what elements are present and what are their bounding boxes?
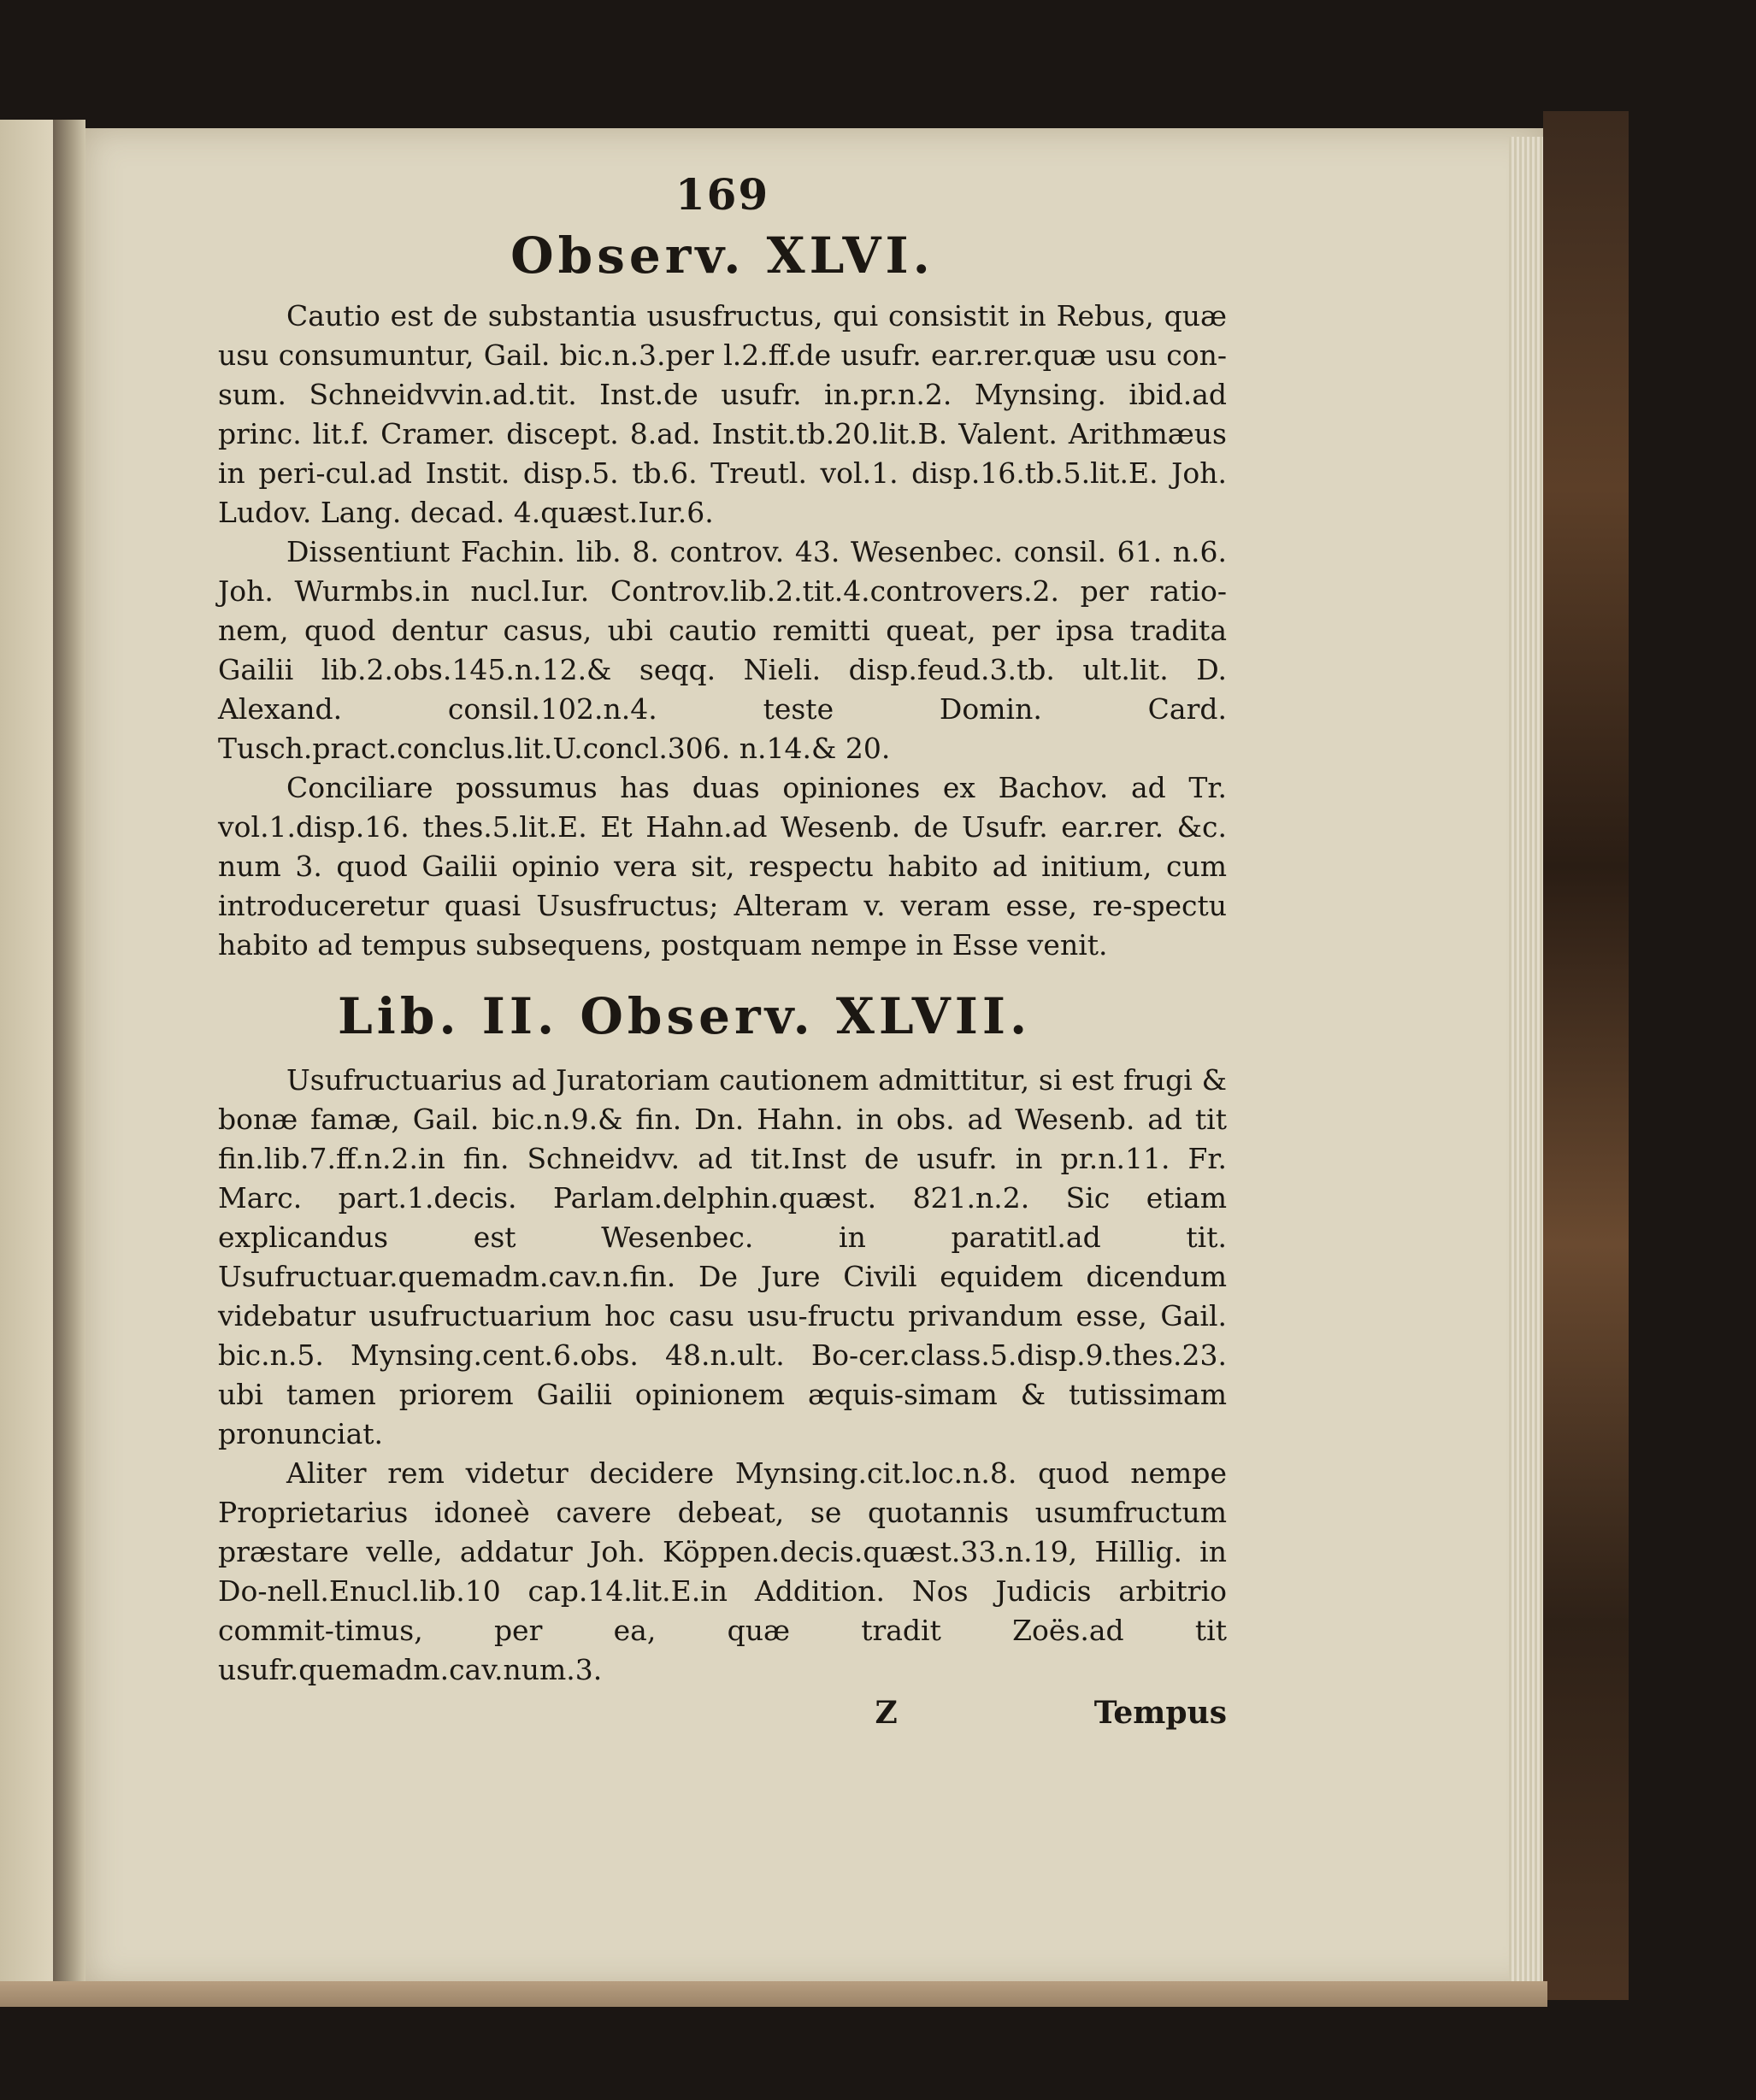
book-gutter [53, 120, 85, 1983]
page-number: 169 [675, 169, 770, 220]
page-footer [218, 1695, 1227, 1731]
cover-bottom-edge [0, 1981, 1547, 2007]
catchword: Tempus [1093, 1695, 1227, 1731]
page-text [218, 169, 1227, 1731]
marbled-cover [1543, 111, 1629, 2000]
section-heading-observ-46: Observ. XLVI. [510, 226, 934, 285]
paragraph: Dissentiunt Fachin. lib. 8. controv. 43. Wesenbec. consil. 61. n.6. Joh. Wurmbs.in nucl.Iur. Controv.lib.2.tit.4.controvers.2. per ratio-nem, quod dentur casus, ubi cautio remitti queat, per ipsa tradita Gailii lib.2.obs.145.n.12.& seqq. Nieli. disp.feud.3.tb. ult.lit. D. Alexand. consil.102.n.4. teste Domin. Card. Tusch.pract.conclus.lit.U.concl.306. n.14.& 20. [218, 535, 1227, 765]
paragraph: Cautio est de substantia ususfructus, qui consistit in Rebus, quæ usu consumuntur, Gail. bic.n.3.per l.2.ff.de usufr. ear.rer.quæ usu con-sum. Schneidvvin.ad.tit. Inst.de usufr. in.pr.n.2. Mynsing. ibid.ad princ. lit.f. Cramer. discept. 8.ad. Instit.tb.20.lit.B. Valent. Arithmæus in peri-cul.ad Instit. disp.5. tb.6. Treutl. vol.1. disp.16.tb.5.lit.E. Joh. Ludov. Lang. decad. 4.quæst.Iur.6. [218, 299, 1227, 529]
previous-page-edge [0, 120, 53, 1983]
paragraph: Conciliare possumus has duas opiniones ex Bachov. ad Tr. vol.1.disp.16. thes.5.lit.E. Et Hahn.ad Wesenb. de Usufr. ear.rer. &c. num 3. quod Gailii opinio vera sit, respectu habito ad initium, cum introduceretur quasi Ususfructus; Alteram v. veram esse, re-spectu habito ad tempus subsequens, postquam nempe in Esse venit. [218, 771, 1227, 962]
paragraph: Usufructuarius ad Juratoriam cautionem admittitur, si est frugi & bonæ famæ, Gail. bic.n.9.& fin. Dn. Hahn. in obs. ad Wesenb. ad tit fin.lib.7.ff.n.2.in fin. Schneidvv. ad tit.Inst de usufr. in pr.n.11. Fr. Marc. part.1.decis. Parlam.delphin.quæst. 821.n.2. Sic etiam explicandus est Wesenbec. in paratitl.ad tit. Usufructuar.quemadm.cav.n.fin. De Jure Civili equidem dicendum videbatur usufructuarium hoc casu usu-fructu privandum esse, Gail. bic.n.5. Mynsing.cent.6.obs. 48.n.ult. Bo-cer.class.5.disp.9.thes.23. ubi tamen priorem Gailii opinionem æquis-simam & tutissimam pronunciat. [218, 1063, 1227, 1450]
paragraph: Aliter rem videtur decidere Mynsing.cit.loc.n.8. quod nempe Proprietarius idoneè cavere debeat, se quotannis usumfructum præstare velle, addatur Joh. Köppen.decis.quæst.33.n.19, Hillig. in Do-nell.Enucl.lib.10 cap.14.lit.E.in Addition. Nos Judicis arbitrio commit-timus, per ea, quæ tradit Zoës.ad tit usufr.quemadm.cav.num.3. [218, 1456, 1227, 1686]
section-heading-observ-47: Lib. II. Observ. XLVII. [338, 987, 1032, 1045]
page-stack-edge [1509, 137, 1543, 1983]
signature-mark: Z [875, 1695, 898, 1731]
